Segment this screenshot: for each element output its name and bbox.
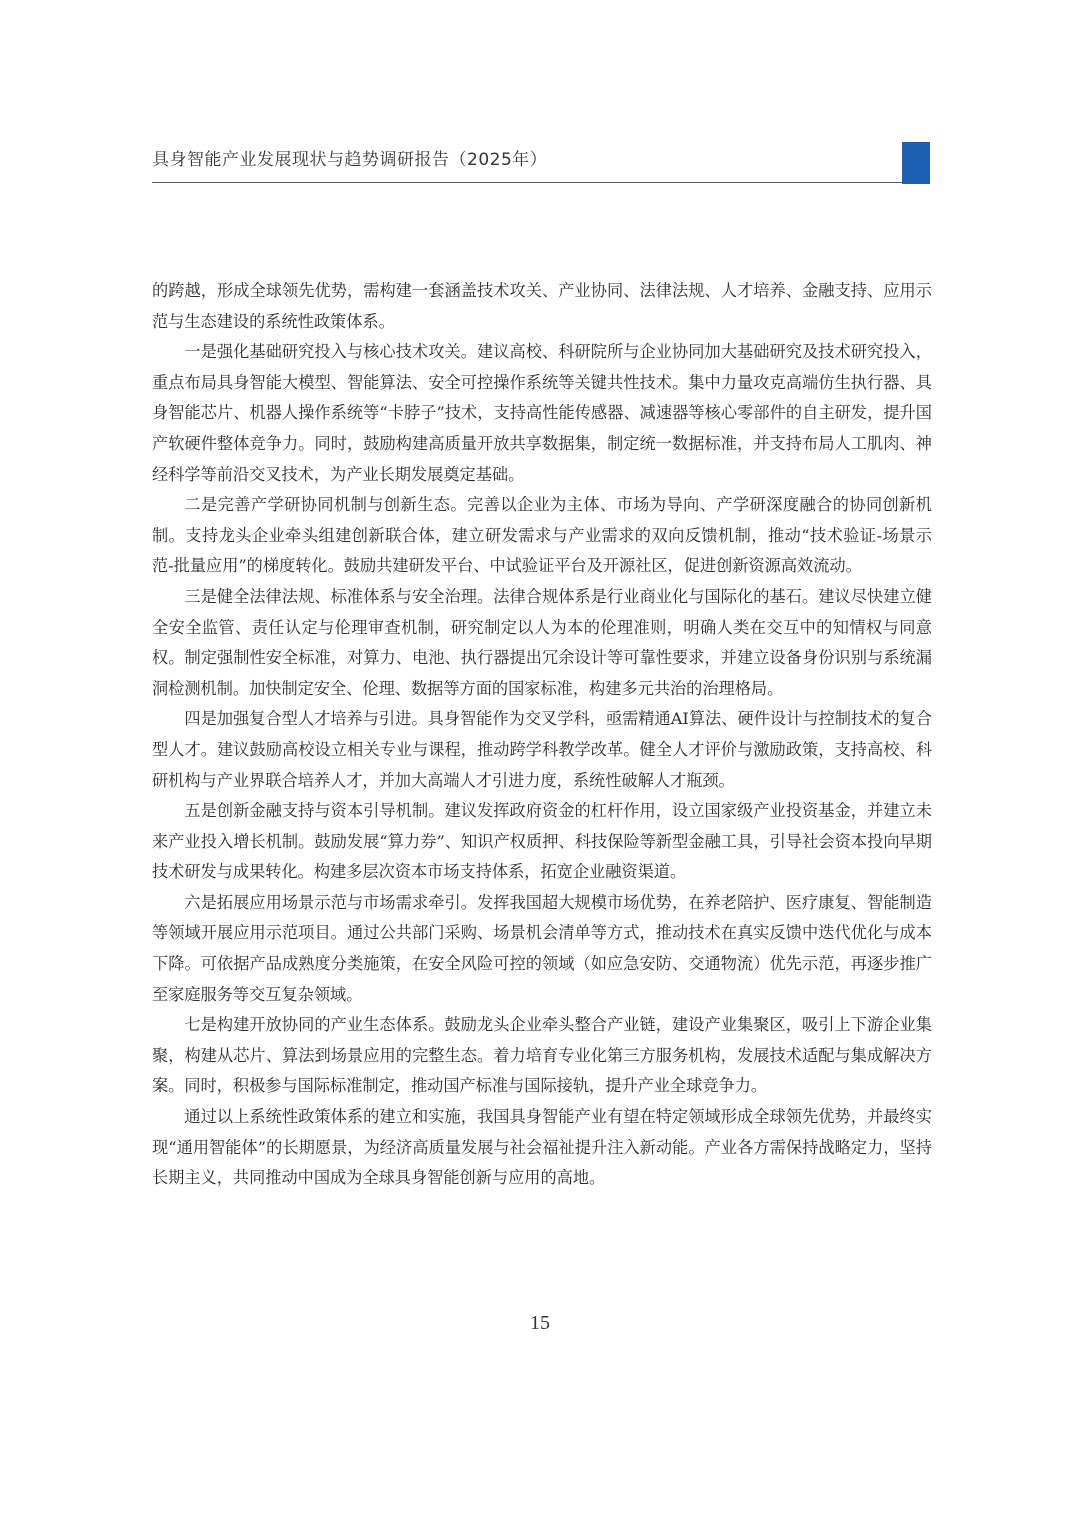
- page-number: 15: [530, 1312, 550, 1334]
- paragraph-finance: 五是创新金融支持与资本引导机制。建议发挥政府资金的杠杆作用，设立国家级产业投资基金，并建立未来产业投入增长机制。鼓励发展“算力券”、知识产权质押、科技保险等新型金融工具，引导社会资本投向早期技术研发与成果转化。构建多层次资本市场支持体系，拓宽企业融资渠道。: [152, 801, 932, 882]
- paragraph-application: 六是拓展应用场景示范与市场需求牵引。发挥我国超大规模市场优势，在养老陪护、医疗康复、智能制造等领域开展应用示范项目。通过公共部门采购、场景机会清单等方式，推动技术在真实反馈中迭代优化与成本下降。可依据产品成熟度分类施策，在安全风险可控的领域（如应急安防、交通物流）优先示范，再逐步推广至家庭服务等交互复杂领域。: [152, 892, 932, 1004]
- paragraph-conclusion: 通过以上系统性政策体系的建立和实施，我国具身智能产业有望在特定领域形成全球领先优势，并最终实现“通用智能体”的长期愿景，为经济高质量发展与社会福祉提升注入新动能。产业各方需保持战略定力，坚持长期主义，共同推动中国成为全球具身智能创新与应用的高地。: [152, 1107, 932, 1188]
- paragraph-collaboration: 二是完善产学研协同机制与创新生态。完善以企业为主体、市场为导向、产学研深度融合的协同创新机制。支持龙头企业牵头组建创新联合体，建立研发需求与产业需求的双向反馈机制，推动“技术验证-场景示范-批量应用”的梯度转化。鼓励共建研发平台、中试验证平台及开源社区，促进创新资源高效流动。: [152, 495, 932, 576]
- body-text: [152, 276, 932, 1194]
- paragraph-basic-research: 一是强化基础研究投入与核心技术攻关。建议高校、科研院所与企业协同加大基础研究及技术研究投入，重点布局具身智能大模型、智能算法、安全可控操作系统等关键共性技术。集中力量攻克高端仿生执行器、具身智能芯片、机器人操作系统等“卡脖子”技术，支持高性能传感器、减速器等核心零部件的自主研发，提升国产软硬件整体竞争力。同时，鼓励构建高质量开放共享数据集，制定统一数据标准，并支持布局人工肌肉、神经科学等前沿交叉技术，为产业长期发展奠定基础。: [152, 342, 932, 484]
- header-accent-block: [902, 142, 930, 184]
- paragraph-continuation: 的跨越，形成全球领先优势，需构建一套涵盖技术攻关、产业协同、法律法规、人才培养、金融支持、应用示范与生态建设的系统性政策体系。: [152, 281, 932, 331]
- running-header: [152, 148, 930, 186]
- header-title: 具身智能产业发展现状与趋势调研报告（2025年）: [152, 150, 548, 170]
- header-rule: [152, 182, 902, 183]
- paragraph-legal-governance: 三是健全法律法规、标准体系与安全治理。法律合规体系是行业商业化与国际化的基石。建议尽快建立健全安全监管、责任认定与伦理审查机制，研究制定以人为本的伦理准则，明确人类在交互中的知情权与同意权。制定强制性安全标准，对算力、电池、执行器提出冗余设计等可靠性要求，并建立设备身份识别与系统漏洞检测机制。加快制定安全、伦理、数据等方面的国家标准，构建多元共治的治理格局。: [152, 586, 932, 698]
- paragraph-talent: 四是加强复合型人才培养与引进。具身智能作为交叉学科，亟需精通AI算法、硬件设计与控制技术的复合型人才。建议鼓励高校设立相关专业与课程，推动跨学科教学改革。健全人才评价与激励政策，支持高校、科研机构与产业界联合培养人才，并加大高端人才引进力度，系统性破解人才瓶颈。: [152, 709, 932, 790]
- paragraph-ecosystem: 七是构建开放协同的产业生态体系。鼓励龙头企业牵头整合产业链，建设产业集聚区，吸引上下游企业集聚，构建从芯片、算法到场景应用的完整生态。着力培育专业化第三方服务机构，发展技术适配与集成解决方案。同时，积极参与国际标准制定，推动国产标准与国际接轨，提升产业全球竞争力。: [152, 1015, 932, 1096]
